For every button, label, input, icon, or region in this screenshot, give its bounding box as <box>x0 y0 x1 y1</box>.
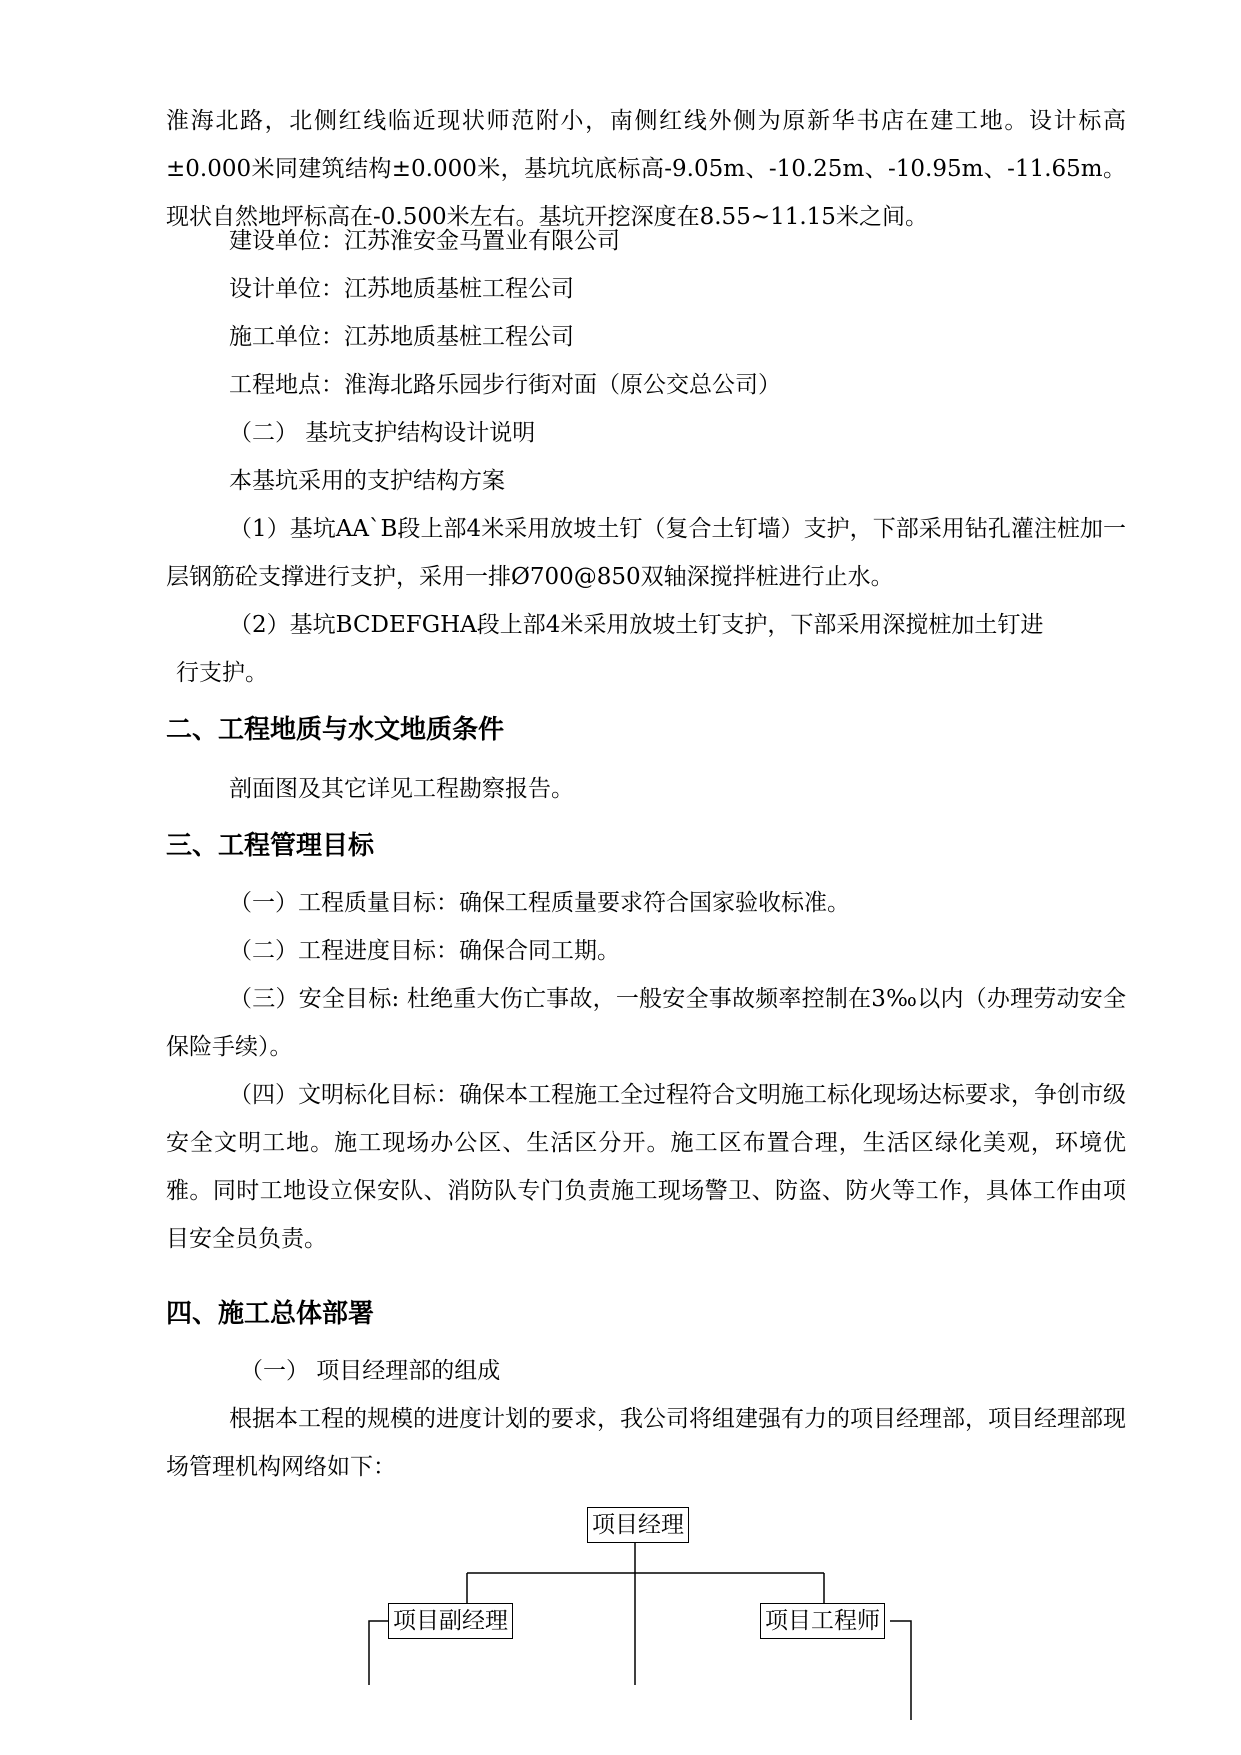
scheme-2-line-2: 行支护。 <box>176 660 268 686</box>
scheme-1-paragraph: （1）基坑AA`B段上部4米采用放坡土钉（复合土钉墙）支护，下部采用钻孔灌注桩加一层钢筋砼支撑进行支护，采用一排Ø700@850双轴深搅拌桩进行止水。 <box>166 516 1126 590</box>
org-node-project-engineer: 项目工程师 <box>760 1603 885 1639</box>
scheme-2-line-1: （2）基坑BCDEFGHA段上部4米采用放坡土钉支护，下部采用深搅桩加土钉进 <box>229 612 1044 638</box>
scheme-intro: 本基坑采用的支护结构方案 <box>229 468 505 494</box>
build-unit: 施工单位：江苏地质基桩工程公司 <box>229 324 574 350</box>
goal-quality: （一）工程质量目标：确保工程质量要求符合国家验收标准。 <box>229 890 850 916</box>
section-2-text: 剖面图及其它详见工程勘察报告。 <box>229 776 574 802</box>
project-location: 工程地点：淮海北路乐园步行街对面（原公交总公司） <box>229 372 781 398</box>
design-unit: 设计单位：江苏地质基桩工程公司 <box>229 276 574 302</box>
intro-paragraph: 淮海北路，北侧红线临近现状师范附小，南侧红线外侧为原新华书店在建工地。设计标高±0.000米同建筑结构±0.000米，基坑坑底标高-9.05m、-10.25m、-10.95m、-11.65m。现状自然地坪标高在-0.500米左右。基坑开挖深度在8.55~11.15米之间。 <box>166 108 1126 230</box>
goal-civilized: （四）文明标化目标：确保本工程施工全过程符合文明施工标化现场达标要求，争创市级安全文明工地。施工现场办公区、生活区分开。施工区布置合理，生活区绿化美观，环境优雅。同时工地设立保安队、消防队专门负责施工现场警卫、防盗、防火等工作，具体工作由项目安全员负责。 <box>166 1082 1126 1252</box>
subsection-title-2: （二） 基坑支护结构设计说明 <box>229 420 536 446</box>
section-4-paragraph: 根据本工程的规模的进度计划的要求，我公司将组建强有力的项目经理部，项目经理部现场管理机构网络如下： <box>166 1406 1126 1480</box>
goal-safety: （三）安全目标: 杜绝重大伤亡事故，一般安全事故频率控制在3‰以内（办理劳动安全保险手续）。 <box>166 986 1126 1060</box>
section-4-heading: 四、施工总体部署 <box>166 1299 375 1329</box>
org-node-deputy-manager: 项目副经理 <box>388 1603 513 1639</box>
section-3-heading: 三、工程管理目标 <box>166 831 375 861</box>
construction-unit: 建设单位：江苏淮安金马置业有限公司 <box>229 228 620 254</box>
org-node-project-manager: 项目经理 <box>587 1507 689 1543</box>
goal-schedule: （二）工程进度目标：确保合同工期。 <box>229 938 620 964</box>
subsection-title-4-1: （一） 项目经理部的组成 <box>240 1358 501 1384</box>
section-2-heading: 二、工程地质与水文地质条件 <box>166 715 505 745</box>
